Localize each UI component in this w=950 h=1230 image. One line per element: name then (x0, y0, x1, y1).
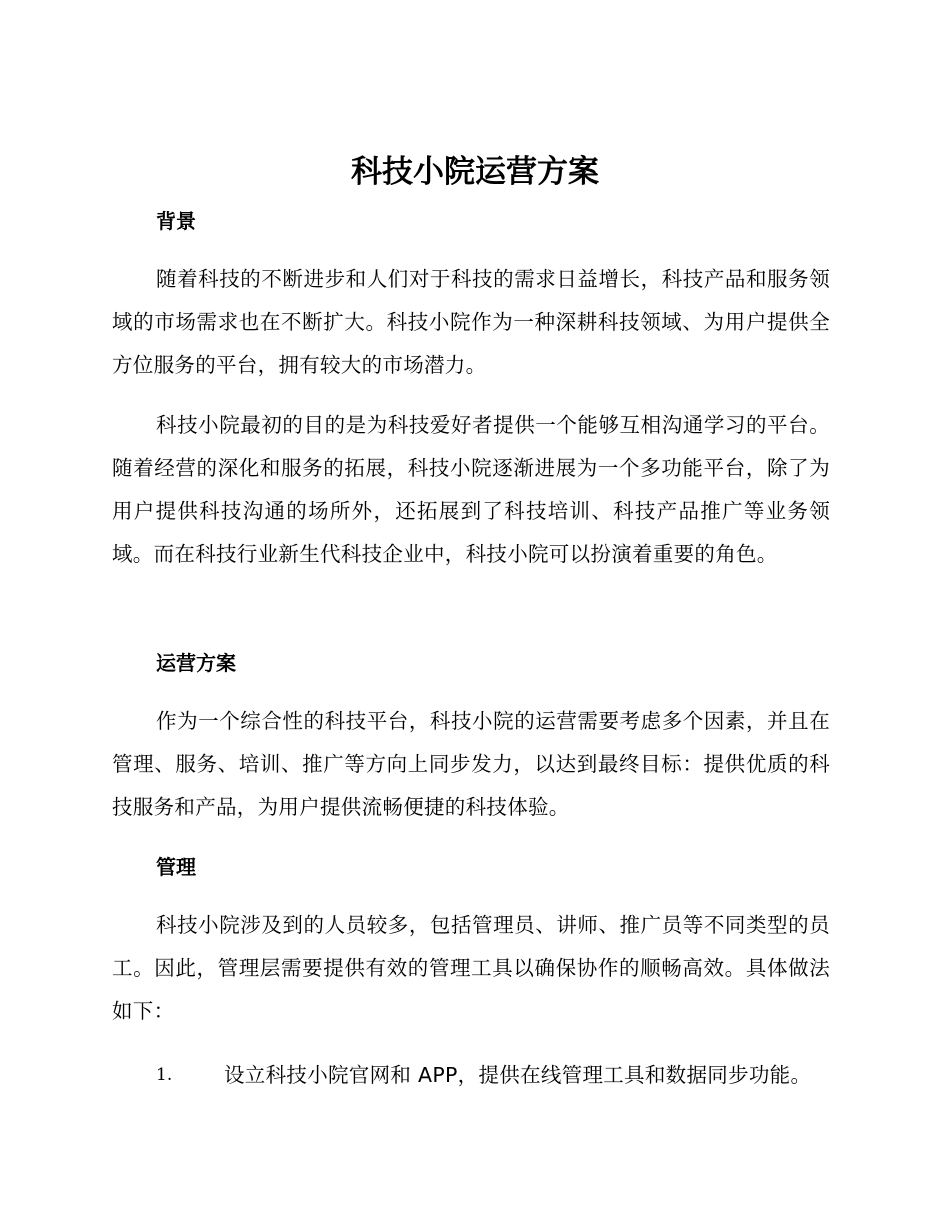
paragraph-management-1: 科技小院涉及到的人员较多，包括管理员、讲师、推广员等不同类型的员工。因此，管理层需要提供有效的管理工具以确保协作的顺畅高效。具体做法如下： (112, 913, 830, 1023)
document-title: 科技小院运营方案 (351, 154, 599, 190)
list-item-text: 设立科技小院官网和 APP，提供在线管理工具和数据同步功能。 (224, 1063, 812, 1087)
list-item (156, 1055, 846, 1095)
paragraph-operations-1: 作为一个综合性的科技平台，科技小院的运营需要考虑多个因素，并且在管理、服务、培训、推广等方向上同步发力，以达到最终目标：提供优质的科技服务和产品，为用户提供流畅便捷的科技体验。 (112, 709, 830, 819)
section-heading-background: 背景 (156, 209, 196, 233)
paragraph-background-2: 科技小院最初的目的是为科技爱好者提供一个能够互相沟通学习的平台。随着经营的深化和服务的拓展，科技小院逐渐进展为一个多功能平台，除了为用户提供科技沟通的场所外，还拓展到了科技培训、科技产品推广等业务领域。而在科技行业新生代科技企业中，科技小院可以扮演着重要的角色。 (112, 413, 830, 566)
paragraph-background-1: 随着科技的不断进步和人们对于科技的需求日益增长，科技产品和服务领域的市场需求也在不断扩大。科技小院作为一种深耕科技领域、为用户提供全方位服务的平台，拥有较大的市场潜力。 (112, 267, 830, 377)
section-heading-management: 管理 (156, 855, 196, 879)
section-heading-operations: 运营方案 (156, 651, 236, 675)
list-item-number: 1. (156, 1065, 173, 1085)
